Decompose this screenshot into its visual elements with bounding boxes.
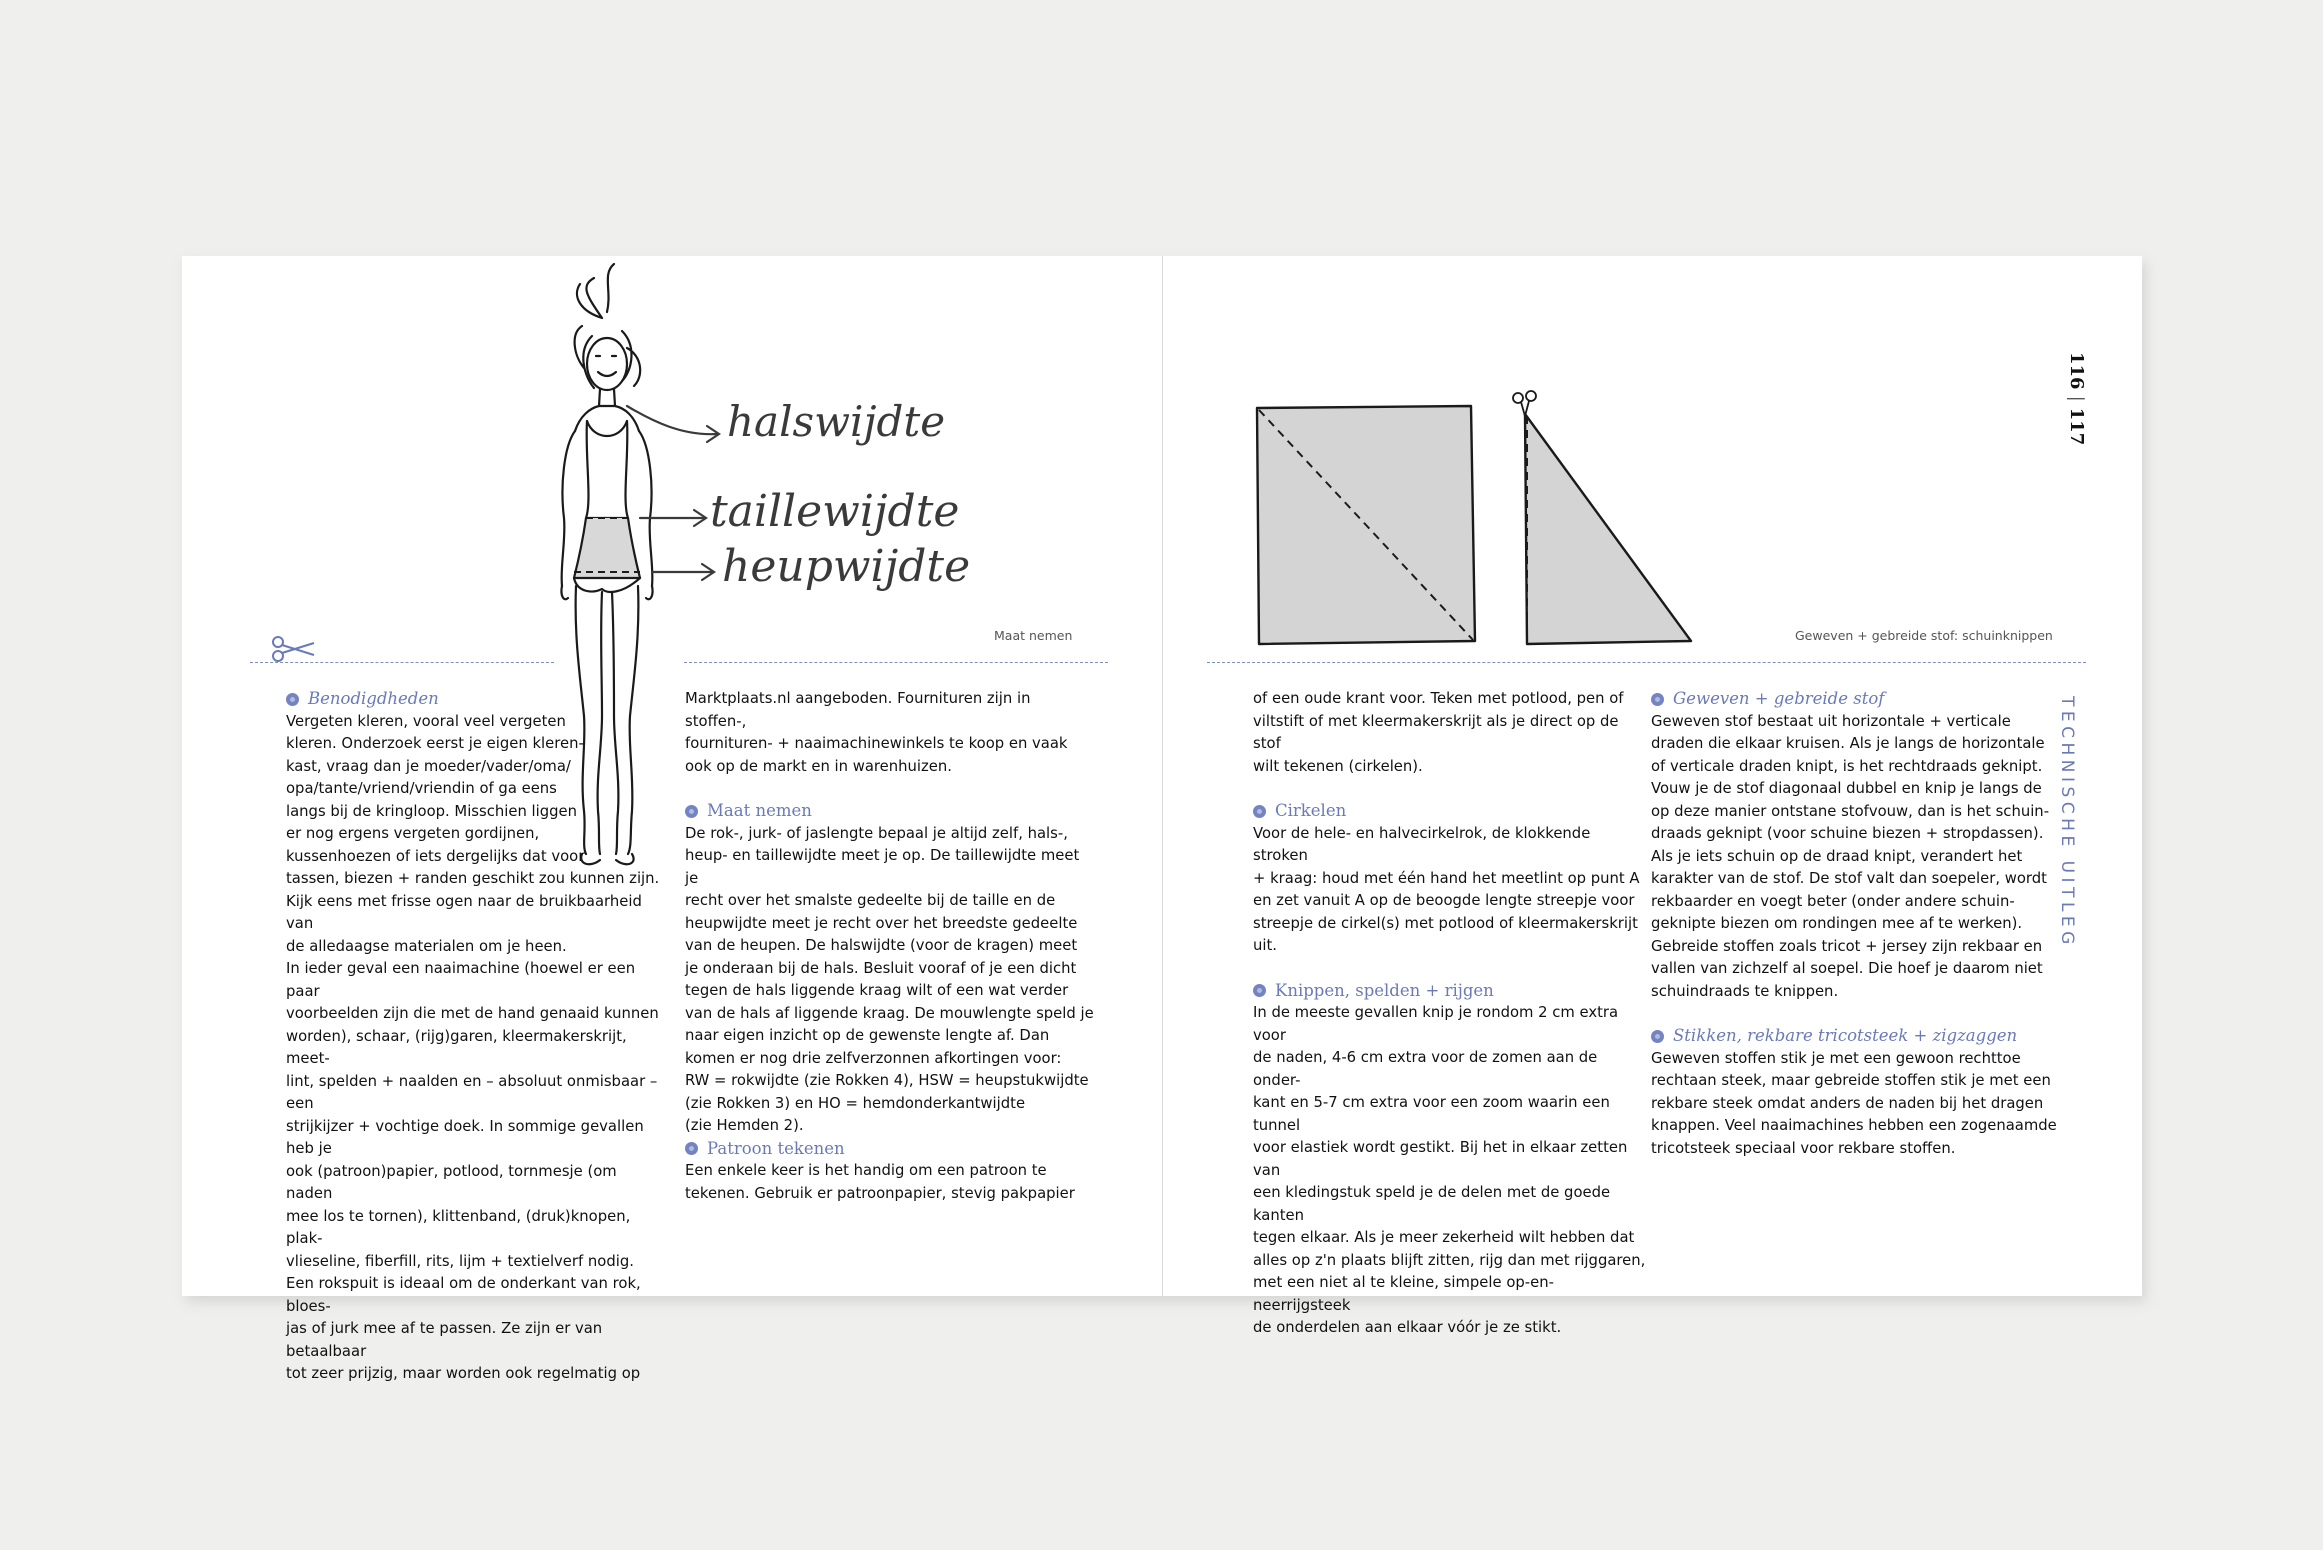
label-taillewijdte: taillewijdte (710, 486, 960, 537)
heading-text: Geweven + gebreide stof (1673, 689, 1885, 708)
text-line: op deze manier ontstane stofvouw, dan is het schuin- (1651, 802, 2050, 820)
text-line: recht over het smalste gedeelte bij de taille en de (685, 892, 1056, 909)
text-line: Marktplaats.nl aangeboden. Fournituren zijn in stoffen-, (685, 690, 1031, 730)
heading-text: Patroon tekenen (707, 1138, 845, 1158)
divider-left-b (684, 662, 1108, 663)
text-line: met een niet al te kleine, simpele op-en-neerrijgsteek (1253, 1274, 1554, 1314)
figure-caption-left: Maat nemen (994, 628, 1073, 643)
heading-benodigdheden (286, 688, 666, 711)
text-line: uit. (1253, 937, 1277, 954)
heading-text: Stikken, rekbare tricotsteek + zigzaggen (1673, 1026, 2018, 1045)
bullet-icon (1253, 805, 1266, 818)
text-line: kant en 5-7 cm extra voor een zoom waarin een tunnel (1253, 1094, 1610, 1134)
left-column-1 (286, 688, 666, 1386)
text-line: kast, vraag dan je moeder/vader/oma/ (286, 757, 571, 775)
text-line: of een oude krant voor. Teken met potlood, pen of (1253, 690, 1624, 707)
text-line: worden), schaar, (rijg)garen, kleermakerskrijt, meet- (286, 1027, 627, 1067)
page-number-separator: | (2066, 395, 2087, 402)
text-line: Vouw je de stof diagonaal dubbel en knip je langs de (1651, 780, 2042, 797)
text-line: streepje de cirkel(s) met potlood of kleermakerskrijt (1253, 914, 1638, 932)
text-line: knappen. Veel naaimachines hebben een zogenaamde (1651, 1117, 2057, 1134)
text-line: tricotsteek speciaal voor rekbare stoffen. (1651, 1139, 1956, 1157)
label-halswijdte: halswijdte (727, 397, 946, 446)
text-line: viltstift of met kleermakerskrijt als je direct op de stof (1253, 712, 1619, 752)
text-line: kleren. Onderzoek eerst je eigen kleren- (286, 735, 584, 752)
left-column-2 (685, 688, 1095, 1205)
text-line: In de meeste gevallen knip je rondom 2 cm extra voor (1253, 1004, 1619, 1044)
text-line: opa/tante/vriend/vriendin of ga eens (286, 780, 557, 797)
text-line: je onderaan bij de hals. Besluit vooraf of je een dicht (685, 959, 1077, 977)
text-line: van de heupen. De halswijdte (voor de kragen) meet (685, 937, 1078, 954)
text-line: Als je iets schuin op de draad knipt, verandert het (1651, 847, 2023, 865)
text-line: geknipte biezen om rondingen mee af te werken). (1651, 915, 2023, 932)
label-heupwijdte: heupwijdte (722, 541, 971, 592)
fabric-bias-cut-illustration (1163, 256, 1723, 656)
text-line: De rok-, jurk- of jaslengte bepaal je altijd zelf, hals-, (685, 824, 1068, 842)
text-line: tegen de hals liggende kraag wilt of een wat verder (685, 982, 1069, 999)
text-line: Kijk eens met frisse ogen naar de bruikbaarheid van (286, 892, 642, 932)
text-line: en zet vanuit A op de beoogde lengte streepje voor (1253, 892, 1635, 909)
text-line: wilt tekenen (cirkelen). (1253, 757, 1423, 775)
bullet-icon (1651, 693, 1664, 706)
text-line: of verticale draden knipt, is het rechtdraads geknipt. (1651, 757, 2043, 775)
bullet-icon (286, 693, 299, 706)
text-line: ook (patroon)papier, potlood, tornmesje (om naden (286, 1162, 617, 1202)
text-line: kussenhoezen of iets dergelijks dat voor (286, 847, 585, 865)
heading-text: Cirkelen (1275, 801, 1347, 820)
text-line: draden die elkaar kruisen. Als je langs de horizontale (1651, 735, 2045, 752)
heading-geweven-gebreide (1651, 688, 2061, 711)
page-number-right: 117 (2066, 407, 2087, 446)
text-line: vallen van zichzelf al soepel. Die hoef je daarom niet (1651, 960, 2043, 977)
bullet-icon (685, 1142, 698, 1155)
text-line: Geweven stoffen stik je met een gewoon rechttoe (1651, 1049, 2021, 1067)
text-line: tassen, biezen + randen geschikt zou kunnen zijn. (286, 870, 660, 887)
text-line: Een enkele keer is het handig om een patroon te (685, 1162, 1047, 1179)
text-line: heup- en taillewijdte meet je op. De taillewijdte meet je (685, 847, 1080, 887)
right-column-1 (1253, 688, 1648, 1340)
text-line: fournituren- + naaimachinewinkels te koop en vaak (685, 735, 1068, 752)
heading-text: Maat nemen (707, 801, 812, 820)
heading-patroon-tekenen (685, 1138, 1095, 1161)
text-line: (zie Hemden 2). (685, 1117, 804, 1134)
text-line: ook op de markt en in warenhuizen. (685, 757, 952, 775)
heading-maat-nemen (685, 800, 1095, 823)
text-line: mee los te tornen), klittenband, (druk)knopen, plak- (286, 1207, 631, 1247)
scissors-icon (270, 635, 318, 663)
text-line: rechtaan steek, maar gebreide stoffen stik je met een (1651, 1072, 2051, 1089)
text-line: lint, spelden + naalden en – absoluut onmisbaar – een (286, 1072, 658, 1112)
text-line: de naden, 4-6 cm extra voor de zomen aan de onder- (1253, 1049, 1598, 1089)
section-side-title: TECHNISCHE UITLEG (2057, 696, 2077, 949)
heading-cirkelen (1253, 800, 1648, 823)
text-line: komen er nog drie zelfverzonnen afkortingen voor: (685, 1049, 1062, 1067)
heading-knippen (1253, 980, 1648, 1003)
text-line: jas of jurk mee af te passen. Ze zijn er van betaalbaar (286, 1320, 603, 1360)
divider-left-a (250, 662, 554, 663)
heading-text: Benodigdheden (308, 689, 439, 708)
page-number-left: 116 (2066, 352, 2087, 390)
bullet-icon (1651, 1030, 1664, 1043)
text-line: Gebreide stoffen zoals tricot + jersey zijn rekbaar en (1651, 937, 2043, 955)
heading-text: Knippen, spelden + rijgen (1275, 980, 1494, 1000)
text-line: karakter van de stof. De stof valt dan soepeler, wordt (1651, 870, 2047, 887)
text-line: heupwijdte meet je recht over het breedste gedeelte (685, 914, 1078, 932)
bullet-icon (685, 805, 698, 818)
text-line: Vergeten kleren, vooral veel vergeten (286, 712, 566, 730)
text-line: de alledaagse materialen om je heen. (286, 937, 567, 955)
divider-right (1207, 662, 2086, 663)
heading-stikken (1651, 1025, 2061, 1048)
text-line: draads geknipt (voor schuine biezen + stropdassen). (1651, 825, 2044, 842)
text-line: strijkijzer + vochtige doek. In sommige gevallen heb je (286, 1117, 644, 1157)
text-line: rekbaarder en voegt beter (onder andere schuin- (1651, 892, 2015, 910)
text-line: voor elastiek wordt gestikt. Bij het in elkaar zetten van (1253, 1139, 1628, 1179)
text-line: Voor de hele- en halvecirkelrok, de klokkende stroken (1253, 824, 1591, 864)
text-line: naar eigen inzicht op de gewenste lengte af. Dan (685, 1027, 1050, 1044)
right-page (1163, 256, 2142, 1336)
text-line: tekenen. Gebruik er patroonpapier, stevig pakpapier (685, 1184, 1075, 1202)
text-line: (zie Rokken 3) en HO = hemdonderkantwijdte (685, 1094, 1026, 1112)
text-line: schuindraads te knippen. (1651, 982, 1839, 1000)
text-line: er nog ergens vergeten gordijnen, (286, 825, 540, 842)
text-line: langs bij de kringloop. Misschien liggen (286, 802, 578, 820)
text-line: RW = rokwijdte (zie Rokken 4), HSW = heupstukwijdte (685, 1072, 1089, 1089)
text-line: alles op z'n plaats blijft zitten, rijg dan met rijggaren, (1253, 1251, 1646, 1269)
text-line: een kledingstuk speld je de delen met de goede kanten (1253, 1184, 1611, 1224)
bullet-icon (1253, 984, 1266, 997)
text-line: tot zeer prijzig, maar worden ook regelmatig op (286, 1365, 641, 1382)
text-line: In ieder geval een naaimachine (hoewel er een paar (286, 960, 636, 1000)
text-line: vlieseline, fiberfill, rits, lijm + textielverf nodig. (286, 1252, 634, 1270)
text-line: voorbeelden zijn die met de hand genaaid kunnen (286, 1005, 659, 1022)
text-line: rekbare steek omdat anders de naden bij het dragen (1651, 1094, 2044, 1112)
text-line: + kraag: houd met één hand het meetlint op punt A (1253, 869, 1640, 887)
text-line: Geweven stof bestaat uit horizontale + verticale (1651, 712, 2011, 730)
page-numbers (2066, 352, 2087, 445)
text-line: de onderdelen aan elkaar vóór je ze stikt. (1253, 1319, 1562, 1336)
text-line: Een rokspuit is ideaal om de onderkant van rok, bloes- (286, 1275, 641, 1315)
right-column-2 (1651, 688, 2061, 1160)
figure-caption-right: Geweven + gebreide stof: schuinknippen (1795, 628, 2053, 643)
left-page (182, 256, 1163, 1382)
text-line: van de hals af liggende kraag. De mouwlengte speld je (685, 1004, 1094, 1022)
text-line: tegen elkaar. Als je meer zekerheid wilt hebben dat (1253, 1229, 1635, 1246)
